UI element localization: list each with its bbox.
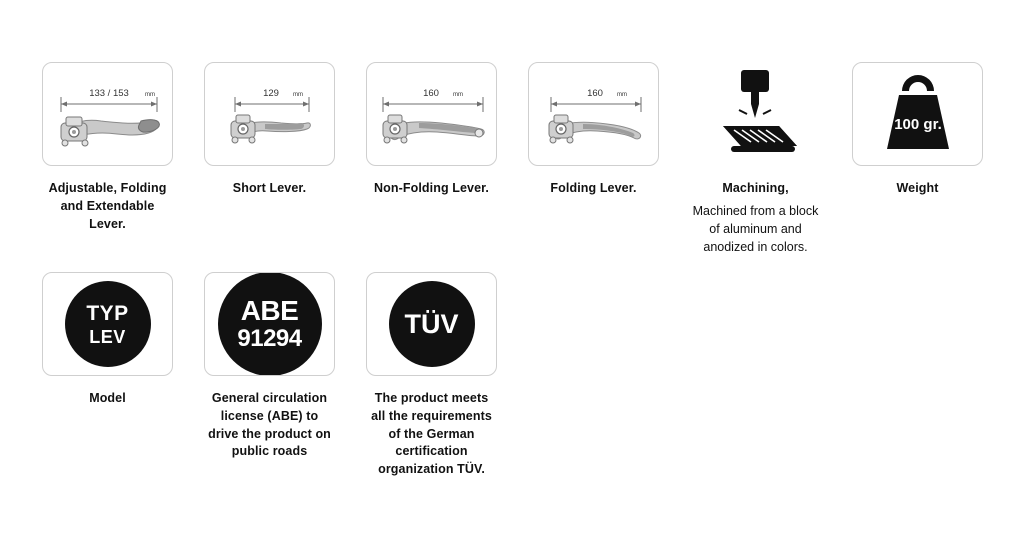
svg-text:160: 160	[587, 88, 603, 99]
machining-tile	[690, 62, 821, 166]
abe-badge-line1: ABE	[240, 295, 299, 327]
lever-non-folding-icon	[367, 63, 496, 165]
lever-adjustable-tile	[42, 62, 173, 166]
model-badge-tile	[42, 272, 173, 376]
feature-caption: Non-Folding Lever.	[374, 181, 489, 195]
svg-text:mm: mm	[617, 92, 627, 98]
lever-short-icon	[205, 63, 334, 165]
weight-value-text: 100 gr.	[893, 116, 942, 133]
feature-item-tuv-certification	[366, 272, 497, 479]
feature-row-bottom	[0, 256, 1024, 479]
feature-caption: Folding Lever.	[550, 181, 637, 195]
feature-item-weight	[852, 62, 983, 198]
svg-text:160: 160	[423, 88, 439, 99]
abe-badge-tile	[204, 272, 335, 376]
weight-tile	[852, 62, 983, 166]
feature-caption: Adjustable, Folding and Extendable Lever.	[48, 181, 167, 231]
lever-non-folding-tile	[366, 62, 497, 166]
feature-item-machining	[690, 62, 821, 256]
feature-caption: The product meets all the requirements of the German certification organization TÜV.	[371, 391, 492, 477]
tuv-badge-tile	[366, 272, 497, 376]
abe-badge-line2: 91294	[237, 325, 302, 353]
feature-caption: Short Lever.	[232, 181, 307, 195]
feature-subcaption: Machined from a block of aluminum and anodized in colors.	[692, 203, 819, 254]
feature-caption: Model	[89, 391, 126, 406]
svg-text:129: 129	[263, 88, 279, 99]
feature-item-model	[42, 272, 173, 408]
feature-row-top	[0, 0, 1024, 256]
svg-text:mm: mm	[145, 92, 155, 98]
lever-folding-tile	[528, 62, 659, 166]
feature-caption: Weight	[896, 181, 939, 195]
feature-caption: Machining,	[722, 181, 789, 195]
feature-item-non-folding-lever	[366, 62, 497, 198]
lever-short-tile	[204, 62, 335, 166]
tuv-badge-icon	[389, 281, 475, 367]
lever-adjustable-icon	[43, 63, 172, 165]
typ-badge-line1: TYP	[86, 301, 129, 325]
cnc-machining-icon	[701, 62, 811, 166]
svg-text:mm: mm	[453, 92, 463, 98]
feature-item-abe-license	[204, 272, 335, 461]
feature-caption: General circulation license (ABE) to drive the product on public roads	[208, 391, 331, 459]
feature-item-adjustable-folding-extendable-lever	[42, 62, 173, 233]
typ-lev-badge-icon	[65, 281, 151, 367]
typ-badge-line2: LEV	[89, 326, 126, 347]
weight-icon	[863, 65, 973, 163]
abe-badge-icon	[218, 272, 322, 376]
lever-folding-icon	[529, 63, 658, 165]
feature-item-folding-lever	[528, 62, 659, 198]
tuv-badge-line1: TÜV	[404, 308, 459, 339]
svg-text:mm: mm	[293, 92, 303, 98]
feature-item-short-lever	[204, 62, 335, 198]
svg-text:133 / 153: 133 / 153	[89, 88, 129, 99]
